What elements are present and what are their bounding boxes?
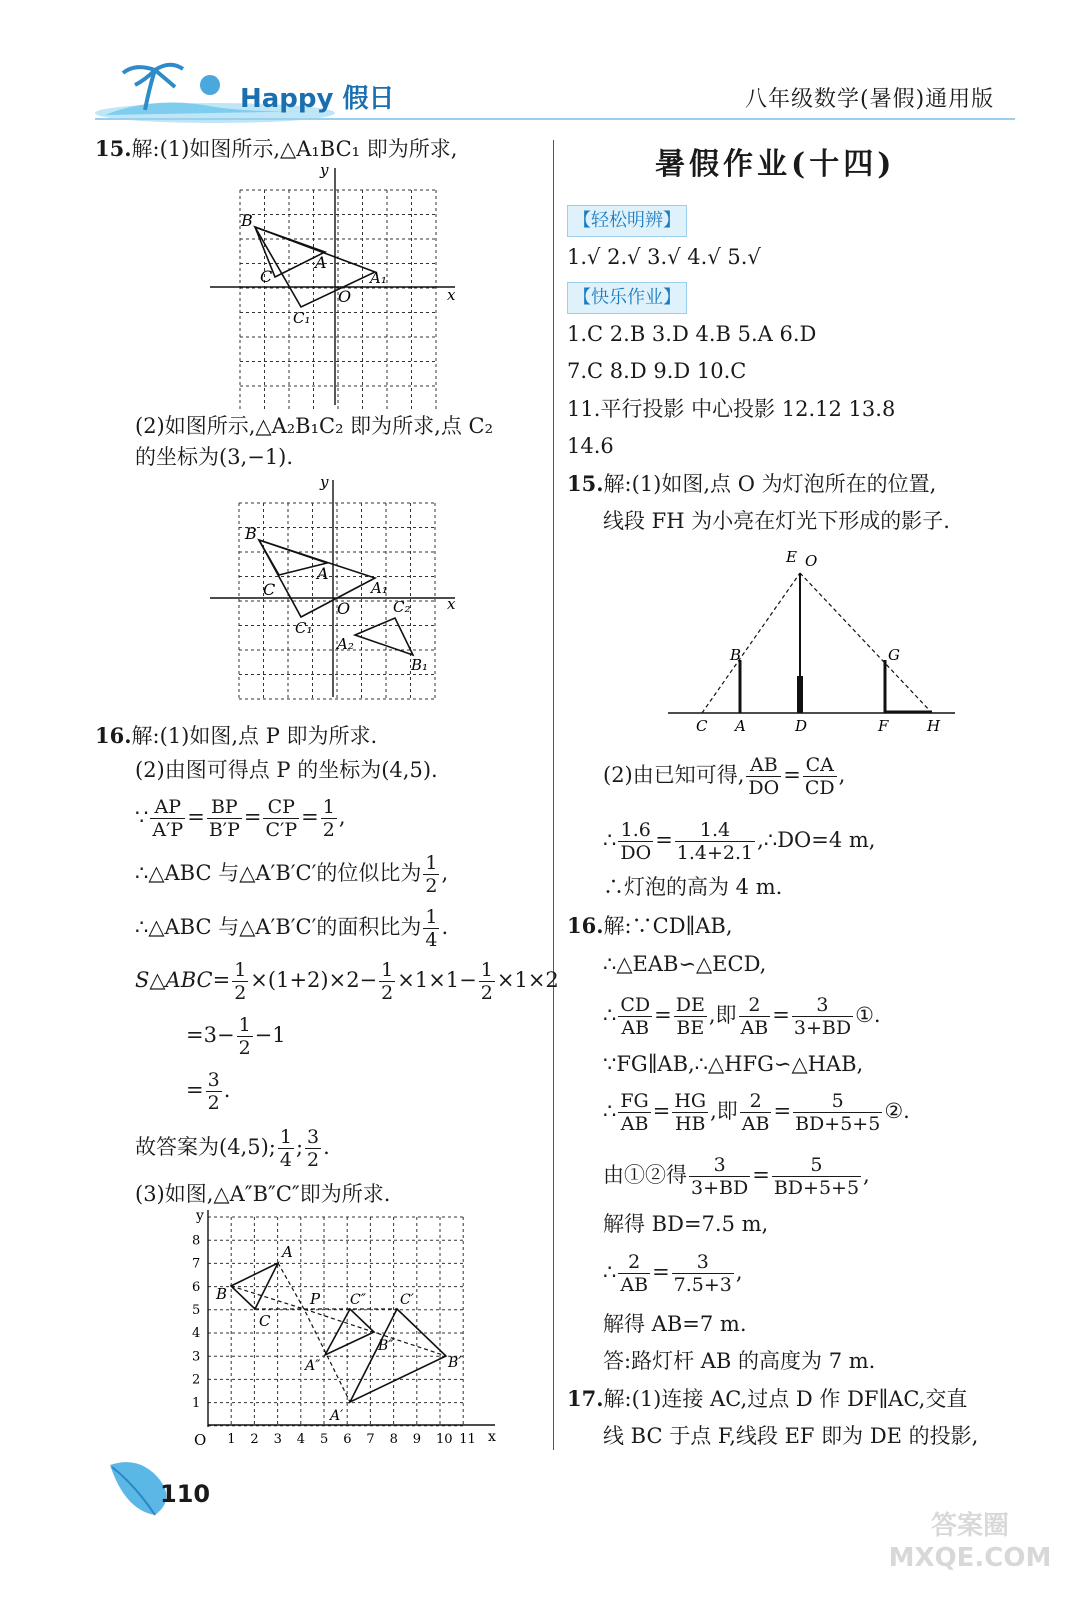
label-O: O xyxy=(337,599,351,618)
q15-right-line2: 线段 FH 为小亮在灯光下形成的影子. xyxy=(603,509,950,533)
fraction: $\frac{AP}{A'P}$ xyxy=(152,796,184,841)
q16-left xyxy=(95,722,377,750)
q15-step3: ∴ $\frac{1.6}{DO}$ = $\frac{1.4}{1.4+2.1}$ ,∴DO=4 m, xyxy=(603,819,876,864)
label-A: A xyxy=(317,564,329,583)
q16-right-l2: ∴△EAB∽△ECD, xyxy=(603,952,767,976)
x-tick-label: 7 xyxy=(366,1432,375,1447)
area-step-3: = $\frac{3}{2}$ . xyxy=(186,1069,231,1114)
q15-conclusion: ∴灯泡的高为 4 m. xyxy=(603,875,783,899)
label-A: A xyxy=(315,253,327,272)
label-y: y xyxy=(320,161,329,179)
label-y: y xyxy=(320,475,329,491)
lamp-shadow-figure xyxy=(660,548,960,738)
area-ratio: ∴△ABC 与△A′B′C′的面积比为 $\frac{1}{4}$ . xyxy=(135,906,449,951)
figure-grid-2 xyxy=(205,475,465,700)
label-F: F xyxy=(878,717,889,735)
fraction: $\frac{CP}{C'P}$ xyxy=(265,796,298,841)
label-A2: A₂ xyxy=(337,635,354,653)
label-E: E xyxy=(786,548,797,566)
q16-right-l9: 解得 AB=7 m. xyxy=(603,1312,747,1336)
header-rule xyxy=(95,118,1015,120)
mc-row-1: 1.C 2.B 3.D 4.B 5.A 6.D xyxy=(567,322,817,346)
section-title: 暑假作业(十四) xyxy=(655,147,896,182)
label-P: P xyxy=(310,1290,321,1308)
x-tick-label: 11 xyxy=(459,1432,476,1447)
label-H: H xyxy=(927,717,941,735)
similarity-ratio: ∴△ABC 与△A′B′C′的位似比为 $\frac{1}{2}$ , xyxy=(135,852,449,897)
q17-right: 17.解:(1)连接 AC,过点 D 作 DF∥AC,交直 xyxy=(567,1386,968,1411)
q16-right-l3: ∴ $\frac{CD}{AB}$ = $\frac{DE}{BE}$ ,即 $\frac{2}{AB}$ = $\frac{3}{3+BD}$ ①. xyxy=(603,994,881,1039)
q16-right-l7: 解得 BD=7.5 m, xyxy=(603,1212,769,1236)
label-x: x xyxy=(447,595,456,613)
y-tick-label: 5 xyxy=(192,1303,201,1318)
label-x: x xyxy=(488,1429,496,1445)
fraction: $\frac{1}{2}$ xyxy=(322,796,335,841)
y-tick-label: 4 xyxy=(192,1326,201,1342)
fill-row-2: 14.6 xyxy=(567,434,614,458)
y-tick-label: 7 xyxy=(192,1256,201,1272)
label-B1: B₁ xyxy=(411,656,429,674)
q16-right-l10: 答:路灯杆 AB 的高度为 7 m. xyxy=(603,1349,876,1373)
q16-part3: (3)如图,△A″B″C″即为所求. xyxy=(135,1182,391,1206)
q16-answer: 故答案为(4,5); $\frac{1}{4}$ ; $\frac{3}{2}$ . xyxy=(135,1126,330,1171)
fill-row-1: 11.平行投影 中心投影 12.12 13.8 xyxy=(567,397,896,421)
label-B2: B″ xyxy=(378,1338,394,1354)
q15-step2: (2)由已知可得, $\frac{AB}{DO}$ = $\frac{CA}{CD}$ , xyxy=(603,754,846,799)
x-tick-label: 4 xyxy=(296,1432,306,1447)
label-B: B xyxy=(730,646,742,664)
area-step-2: =3− $\frac{1}{2}$ −1 xyxy=(186,1014,286,1059)
q15-part2a: (2)如图所示,△A₂B₁C₂ 即为所求,点 C₂ xyxy=(135,414,494,438)
y-tick-label: 8 xyxy=(192,1233,201,1249)
q16-right-l8: ∴ $\frac{2}{AB}$ = $\frac{3}{7.5+3}$ , xyxy=(603,1251,743,1296)
label-x: x xyxy=(447,286,456,304)
label-C: C xyxy=(696,717,708,735)
x-tick-label: 10 xyxy=(436,1432,453,1447)
y-tick-label: 6 xyxy=(192,1279,201,1295)
label-C: C xyxy=(259,1312,271,1330)
q15-part2b: 的坐标为(3,−1). xyxy=(135,445,294,469)
label-O: O xyxy=(805,552,818,570)
label-C: C xyxy=(260,267,273,286)
q16-right-l4: ∵FG∥AB,∴△HFG∽△HAB, xyxy=(603,1052,864,1076)
label-A: A xyxy=(735,717,746,735)
ratio-line: ∵ $\frac{AP}{A'P}$ = $\frac{BP}{B'P}$ = $\frac{CP}{C'P}$ = $\frac{1}{2}$ , xyxy=(135,796,346,841)
x-tick-label: 8 xyxy=(389,1432,398,1447)
label-A1: A₁ xyxy=(371,579,388,597)
y-tick-label: 1 xyxy=(192,1395,201,1411)
label-y: y xyxy=(196,1208,204,1224)
fraction: $\frac{BP}{B'P}$ xyxy=(208,796,240,841)
question-number: 15. xyxy=(95,136,132,161)
mc-row-2: 7.C 8.D 9.D 10.C xyxy=(567,359,747,383)
label-B1: B′ xyxy=(448,1355,462,1371)
q17-right-l2: 线 BC 于点 F,线段 EF 即为 DE 的投影, xyxy=(603,1424,979,1448)
label-C1: C₁ xyxy=(293,309,311,327)
label-A1: A₁ xyxy=(370,269,387,287)
label-B: B xyxy=(241,211,253,230)
book-title: 八年级数学(暑假)通用版 xyxy=(745,87,995,112)
label-C: C xyxy=(263,580,276,599)
area-calc: S△ABC= $\frac{1}{2}$ ×(1+2)×2− $\frac{1}{2}$ ×1×1− $\frac{1}{2}$ ×1×2 xyxy=(135,959,559,1004)
column-divider xyxy=(553,140,554,1450)
question-number: 16. xyxy=(95,723,132,748)
tag-easy: 【轻松明辨】 xyxy=(567,205,687,237)
y-tick-label: 3 xyxy=(192,1349,201,1365)
x-tick-label: 5 xyxy=(320,1432,329,1447)
label-O: O xyxy=(338,287,352,306)
label-B: B xyxy=(245,524,257,543)
label-G: G xyxy=(888,646,900,664)
x-tick-label: 3 xyxy=(273,1432,282,1447)
q15-left xyxy=(95,135,457,163)
q16-right-l6: 由①②得 $\frac{3}{3+BD}$ = $\frac{5}{BD+5+5}$ , xyxy=(603,1154,870,1199)
logo-text: Happy 假日 xyxy=(240,84,395,114)
figure-grid-3 xyxy=(180,1205,500,1450)
label-A2: A″ xyxy=(305,1358,321,1374)
fraction: $\frac{1}{2}$ xyxy=(425,852,438,897)
label-D: D xyxy=(795,717,808,735)
q16-right-l5: ∴ $\frac{FG}{AB}$ = $\frac{HG}{HB}$ ,即 $\frac{2}{AB}$ = $\frac{5}{BD+5+5}$ ②. xyxy=(603,1090,910,1135)
label-A: A xyxy=(282,1243,293,1261)
x-tick-label: 1 xyxy=(227,1432,236,1447)
label-C2: C″ xyxy=(350,1292,366,1308)
y-tick-label: 2 xyxy=(192,1372,201,1388)
label-C1: C′ xyxy=(400,1292,414,1308)
x-tick-label: 2 xyxy=(250,1432,259,1447)
label-B: B xyxy=(216,1285,228,1303)
label-A1: A′ xyxy=(330,1408,344,1424)
page-number: 110 xyxy=(160,1480,211,1508)
label-C2: C₂ xyxy=(393,598,411,616)
q15-right: 15.解:(1)如图,点 O 为灯泡所在的位置, xyxy=(567,471,937,496)
tf-answers: 1.√ 2.√ 3.√ 4.√ 5.√ xyxy=(567,245,761,269)
watermark: 答案圈 MXQE.COM xyxy=(888,1511,1052,1573)
x-tick-label: 6 xyxy=(343,1432,352,1447)
q15-part1: 解:(1)如图所示,△A₁BC₁ 即为所求, xyxy=(131,137,458,161)
fraction: $\frac{1}{4}$ xyxy=(425,906,438,951)
q16-part2: (2)由图可得点 P 的坐标为(4,5). xyxy=(135,758,438,782)
tag-happy: 【快乐作业】 xyxy=(567,282,687,314)
label-O: O xyxy=(194,1431,207,1449)
label-C1: C₁ xyxy=(295,619,313,637)
x-tick-label: 9 xyxy=(412,1432,422,1447)
q16-part1: 解:(1)如图,点 P 即为所求. xyxy=(131,724,378,748)
q16-right: 16.解:∵CD∥AB, xyxy=(567,913,733,938)
figure-grid-1 xyxy=(205,160,465,410)
